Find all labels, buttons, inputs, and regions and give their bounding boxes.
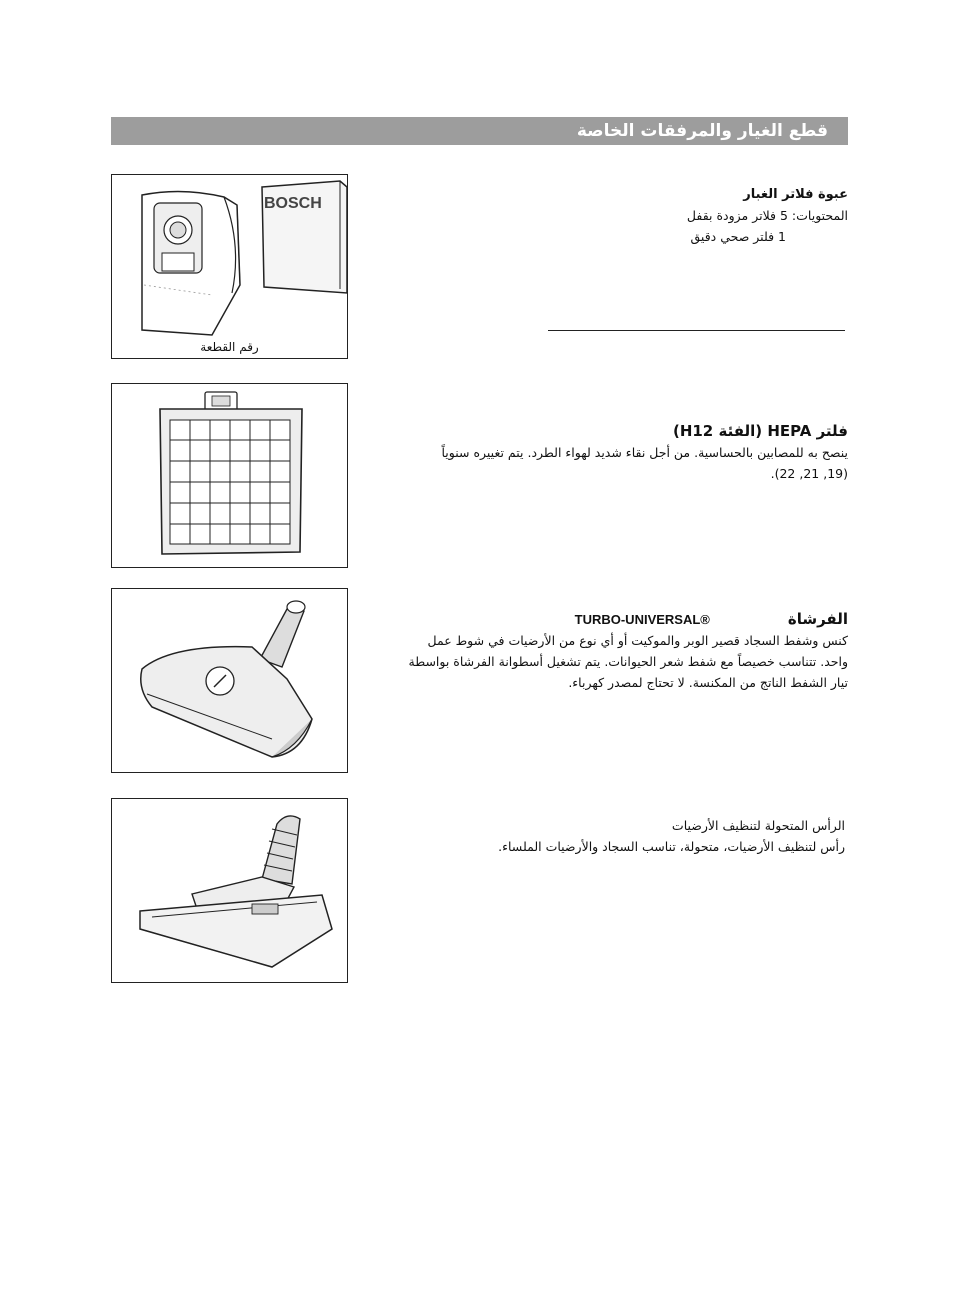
hepa-filter-illustration [112, 384, 349, 569]
dust-bag-illustration [112, 175, 349, 360]
page-title: قطع الغيار والمرفقات الخاصة [111, 117, 848, 145]
floor-nozzle-image [111, 798, 348, 983]
floor-nozzle-description: رأس لتنظيف الأرضيات، متحولة، تناسب السجاد والأرضيات الملساء. [498, 839, 845, 854]
turbo-brush-title-ar: الفرشاة [787, 610, 848, 628]
hepa-filter-image [111, 383, 348, 568]
dust-bag-hygiene-filter: 1 فلتر صحي دقيق [690, 229, 786, 244]
dust-bag-text [518, 184, 848, 247]
turbo-brush-title-latin: TURBO-UNIVERSAL® [574, 612, 710, 627]
divider-line [548, 330, 845, 331]
hepa-text [348, 421, 848, 484]
turbo-brush-image [111, 588, 348, 773]
turbo-brush-illustration [112, 589, 349, 774]
turbo-brush-line-1: كنس وشفط السجاد قصير الوبر والموكيت أو أي نوع من الأرضيات في شوط عمل [427, 633, 848, 648]
hepa-description: ينصح به للمصابين بالحساسية. من أجل نقاء شديد لهواء الطرد. يتم تغييره سنوياً [441, 445, 848, 460]
turbo-brush-line-3: تيار الشفط الناتج من المكنسة. لا تحتاج لمصدر كهرباء. [568, 675, 848, 690]
dust-bag-title: عبوة فلاتر الغبار [743, 187, 848, 202]
hepa-title: فلتر HEPA (الفئة H12) [672, 422, 848, 440]
hepa-reference: (19, 21, 22). [770, 466, 848, 481]
floor-nozzle-illustration [112, 799, 349, 984]
part-number-caption: رقم القطعة [200, 340, 259, 354]
floor-nozzle-text [345, 815, 845, 857]
dust-bag-image [111, 174, 348, 359]
brand-label: BOSCH [264, 195, 322, 212]
turbo-brush-line-2: واحد. تتناسب خصيصاً مع شفط شعر الحيوانات. يتم تشغيل أسطوانة الفرشاة بواسطة [408, 654, 848, 669]
turbo-brush-text [348, 609, 848, 693]
dust-bag-contents: المحتويات: 5 فلاتر مزودة بقفل [686, 208, 848, 223]
floor-nozzle-title: الرأس المتحولة لتنظيف الأرضيات [671, 818, 845, 833]
